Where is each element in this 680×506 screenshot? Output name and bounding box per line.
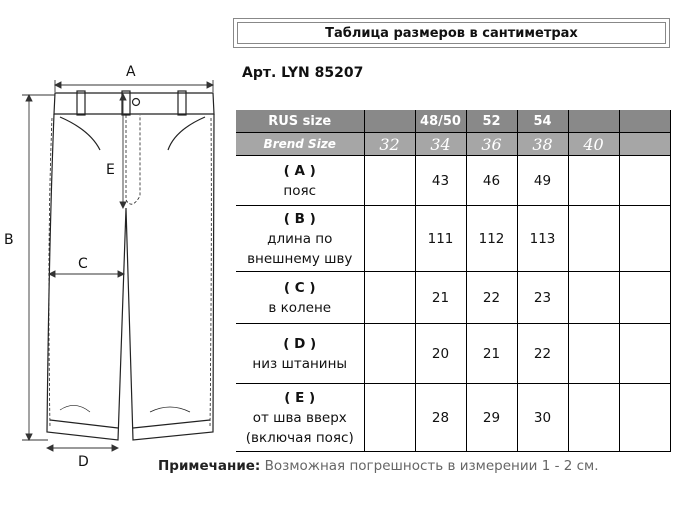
article-number: Арт. LYN 85207: [242, 65, 364, 81]
brand-size-cell: 40: [568, 133, 619, 156]
label-d: D: [78, 454, 89, 470]
param-label: внешнему шву: [247, 250, 353, 267]
brand-size-cell: 36: [466, 133, 517, 156]
rus-size-cell: [568, 110, 619, 133]
brand-size-label: Brend Size: [236, 133, 364, 156]
value-cell: [619, 324, 670, 384]
param-code: ( D ): [283, 335, 317, 352]
footnote: [158, 458, 599, 474]
value-cell: 22: [466, 272, 517, 324]
value-cell: [619, 206, 670, 272]
brand-size-cell: 32: [364, 133, 415, 156]
param-cell: [236, 384, 364, 452]
table-row: [236, 206, 670, 272]
brand-size-cell: 38: [517, 133, 568, 156]
value-cell: [619, 384, 670, 452]
value-cell: [568, 384, 619, 452]
value-cell: 29: [466, 384, 517, 452]
label-b: B: [4, 232, 14, 248]
brand-size-row: [236, 133, 670, 156]
table-row: [236, 272, 670, 324]
value-cell: 23: [517, 272, 568, 324]
value-cell: 49: [517, 156, 568, 206]
param-code: ( A ): [283, 162, 316, 179]
value-cell: [619, 272, 670, 324]
value-cell: 21: [466, 324, 517, 384]
param-label: длина по: [267, 230, 333, 247]
value-cell: [568, 324, 619, 384]
value-cell: [619, 156, 670, 206]
rus-size-cell: [364, 110, 415, 133]
rus-size-cell: [619, 110, 670, 133]
value-cell: 30: [517, 384, 568, 452]
param-cell: [236, 324, 364, 384]
value-cell: [364, 206, 415, 272]
param-label: (включая пояс): [245, 429, 354, 446]
label-a: A: [126, 64, 136, 80]
rus-size-label: RUS size: [236, 110, 364, 133]
table-row: [236, 384, 670, 452]
rus-size-cell: 52: [466, 110, 517, 133]
value-cell: 21: [415, 272, 466, 324]
param-label: от шва вверх: [252, 409, 347, 426]
value-cell: 112: [466, 206, 517, 272]
param-label: в колене: [268, 299, 332, 316]
table-row: [236, 156, 670, 206]
size-table: [236, 110, 671, 452]
value-cell: 28: [415, 384, 466, 452]
value-cell: [364, 156, 415, 206]
table-row: [236, 324, 670, 384]
value-cell: 111: [415, 206, 466, 272]
value-cell: [568, 272, 619, 324]
value-cell: 43: [415, 156, 466, 206]
param-code: ( E ): [284, 389, 316, 406]
brand-size-cell: [619, 133, 670, 156]
value-cell: [568, 156, 619, 206]
value-cell: 22: [517, 324, 568, 384]
param-cell: [236, 156, 364, 206]
value-cell: [364, 324, 415, 384]
param-label: низ штанины: [252, 355, 348, 372]
value-cell: 20: [415, 324, 466, 384]
param-code: ( C ): [283, 279, 316, 296]
value-cell: [364, 384, 415, 452]
rus-size-cell: 48/50: [415, 110, 466, 133]
brand-size-cell: 34: [415, 133, 466, 156]
param-label: пояс: [283, 182, 317, 199]
param-cell: [236, 206, 364, 272]
label-e: E: [106, 162, 115, 178]
value-cell: 113: [517, 206, 568, 272]
param-cell: [236, 272, 364, 324]
page-title: Таблица размеров в сантиметрах: [237, 22, 666, 44]
value-cell: 46: [466, 156, 517, 206]
rus-size-row: [236, 110, 670, 133]
value-cell: [568, 206, 619, 272]
value-cell: [364, 272, 415, 324]
footnote-text: Возможная погрешность в измерении 1 - 2 см.: [264, 458, 599, 474]
rus-size-cell: 54: [517, 110, 568, 133]
title-box: [233, 18, 670, 48]
footnote-prefix: Примечание:: [158, 458, 261, 474]
param-code: ( B ): [283, 210, 316, 227]
label-c: C: [78, 256, 88, 272]
jeans-diagram: [0, 60, 232, 480]
